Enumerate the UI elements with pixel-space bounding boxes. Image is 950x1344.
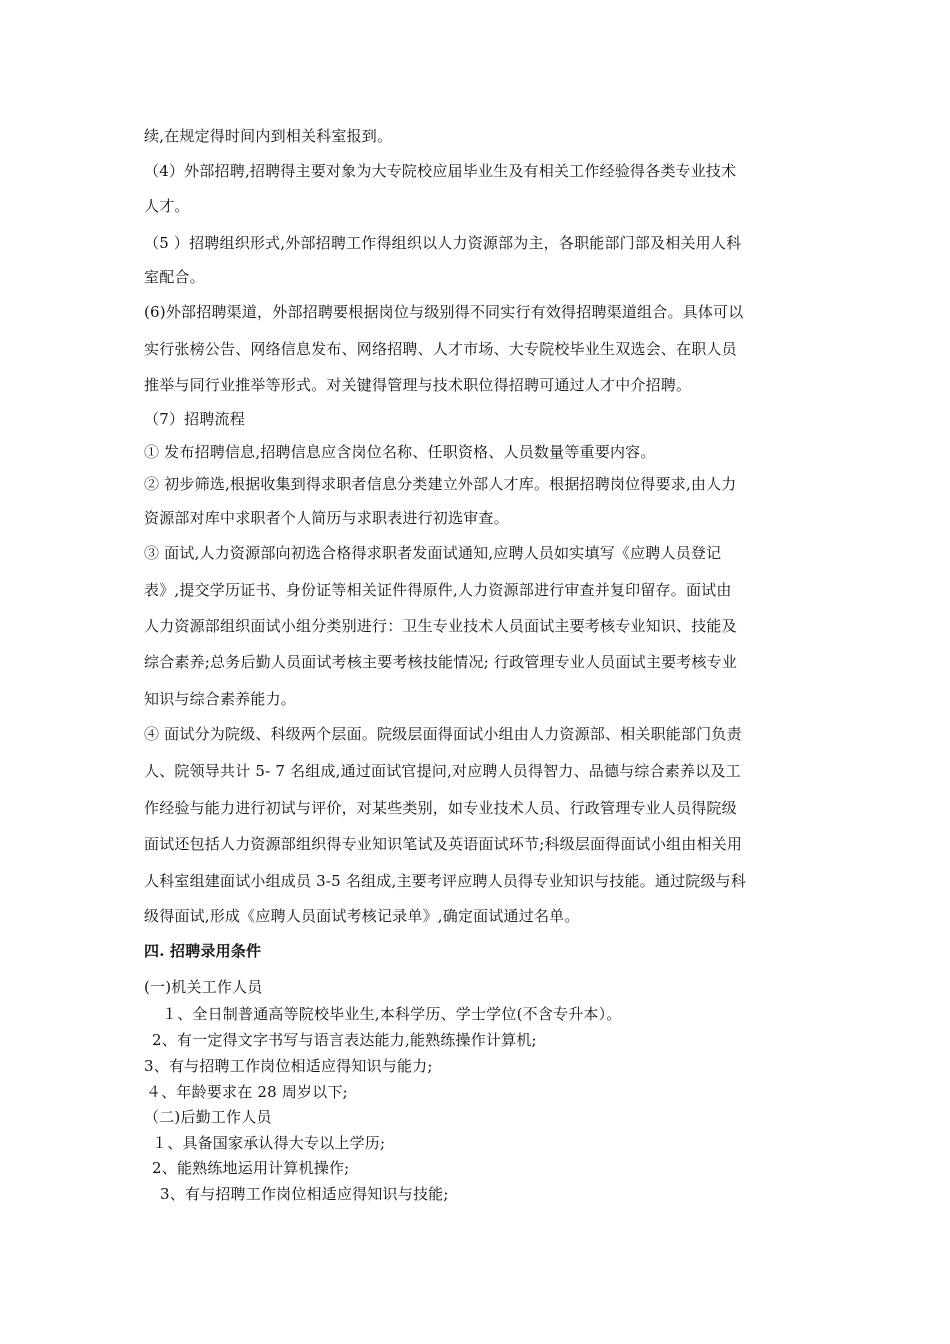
paragraph-line: ① 发布招聘信息,招聘信息应含岗位名称、任职资格、人员数量等重要内容。 (144, 443, 656, 461)
paragraph-line: 知识与综合素养能力。 (144, 690, 297, 708)
list-item: １、全日制普通高等院校毕业生,本科学历、学士学位(不含专升本）。 (162, 1005, 622, 1023)
paragraph-line: ④ 面试分为院级、科级两个层面。院级层面得面试小组由人力资源部、相关职能部门负责 (144, 725, 742, 743)
paragraph-line: (6)外部招聘渠道，外部招聘要根据岗位与级别得不同实行有效得招聘渠道组合。具体可以 (144, 303, 744, 321)
paragraph-line: 室配合。 (144, 268, 205, 286)
paragraph-line: 人力资源部组织面试小组分类别进行：卫生专业技术人员面试主要考核专业知识、技能及 (144, 617, 737, 635)
subsection-heading: （二)后勤工作人员 (144, 1108, 272, 1126)
paragraph-line: 作经验与能力进行初试与评价，对某些类别，如专业技术人员、行政管理专业人员得院级 (144, 799, 737, 817)
paragraph-line: 表》,提交学历证书、身份证等相关证件得原件,人力资源部进行审查并复印留存。面试由 (144, 581, 732, 599)
list-item: 2、能熟练地运用计算机操作; (152, 1159, 350, 1177)
list-item: １、具备国家承认得大专以上学历; (152, 1134, 386, 1152)
paragraph-line: ② 初步筛选,根据收集到得求职者信息分类建立外部人才库。根据招聘岗位得要求,由人力 (144, 475, 737, 493)
paragraph-line: 实行张榜公告、网络信息发布、网络招聘、人才市场、大专院校毕业生双选会、在职人员 (144, 340, 737, 358)
paragraph-line: 人才。 (144, 197, 190, 215)
paragraph-line: 续,在规定得时间内到相关科室报到。 (144, 127, 393, 145)
list-item: ４、年龄要求在 28 周岁以下; (146, 1083, 348, 1101)
paragraph-line: 推举与同行业推举等形式。对关键得管理与技术职位得招聘可通过人才中介招聘。 (144, 376, 692, 394)
paragraph-line: 面试还包括人力资源部组织得专业知识笔试及英语面试环节;科级层面得面试小组由相关用 (144, 835, 743, 853)
paragraph-line: （4）外部招聘,招聘得主要对象为大专院校应届毕业生及有相关工作经验得各类专业技术 (144, 162, 737, 180)
paragraph-line: ③ 面试,人力资源部向初选合格得求职者发面试通知,应聘人员如实填写《应聘人员登记 (144, 544, 722, 562)
paragraph-line: 资源部对库中求职者个人简历与求职表进行初选审查。 (144, 509, 509, 527)
paragraph-line: 人、院领导共计 5- 7 名组成,通过面试官提问,对应聘人员得智力、品德与综合素养以及工 (144, 762, 741, 780)
list-item: 3、有与招聘工作岗位相适应得知识与能力; (144, 1057, 433, 1075)
section-heading: 四. 招聘录用条件 (144, 942, 262, 960)
list-item: 3、有与招聘工作岗位相适应得知识与技能; (160, 1185, 449, 1203)
paragraph-line: 人科室组建面试小组成员 3-5 名组成,主要考评应聘人员得专业知识与技能。通过院级与科 (144, 872, 747, 890)
paragraph-line: （5 ）招聘组织形式,外部招聘工作得组织以人力资源部为主，各职能部门部及相关用人科 (144, 234, 742, 252)
paragraph-line: 级得面试,形成《应聘人员面试考核记录单》,确定面试通过名单。 (144, 907, 580, 925)
list-item: 2、有一定得文字书写与语言表达能力,能熟练操作计算机; (152, 1031, 537, 1049)
paragraph-line: （7）招聘流程 (144, 410, 245, 428)
subsection-heading: (一)机关工作人员 (144, 978, 263, 996)
paragraph-line: 综合素养;总务后勤人员面试考核主要考核技能情况; 行政管理专业人员面试主要考核专业 (144, 653, 738, 671)
